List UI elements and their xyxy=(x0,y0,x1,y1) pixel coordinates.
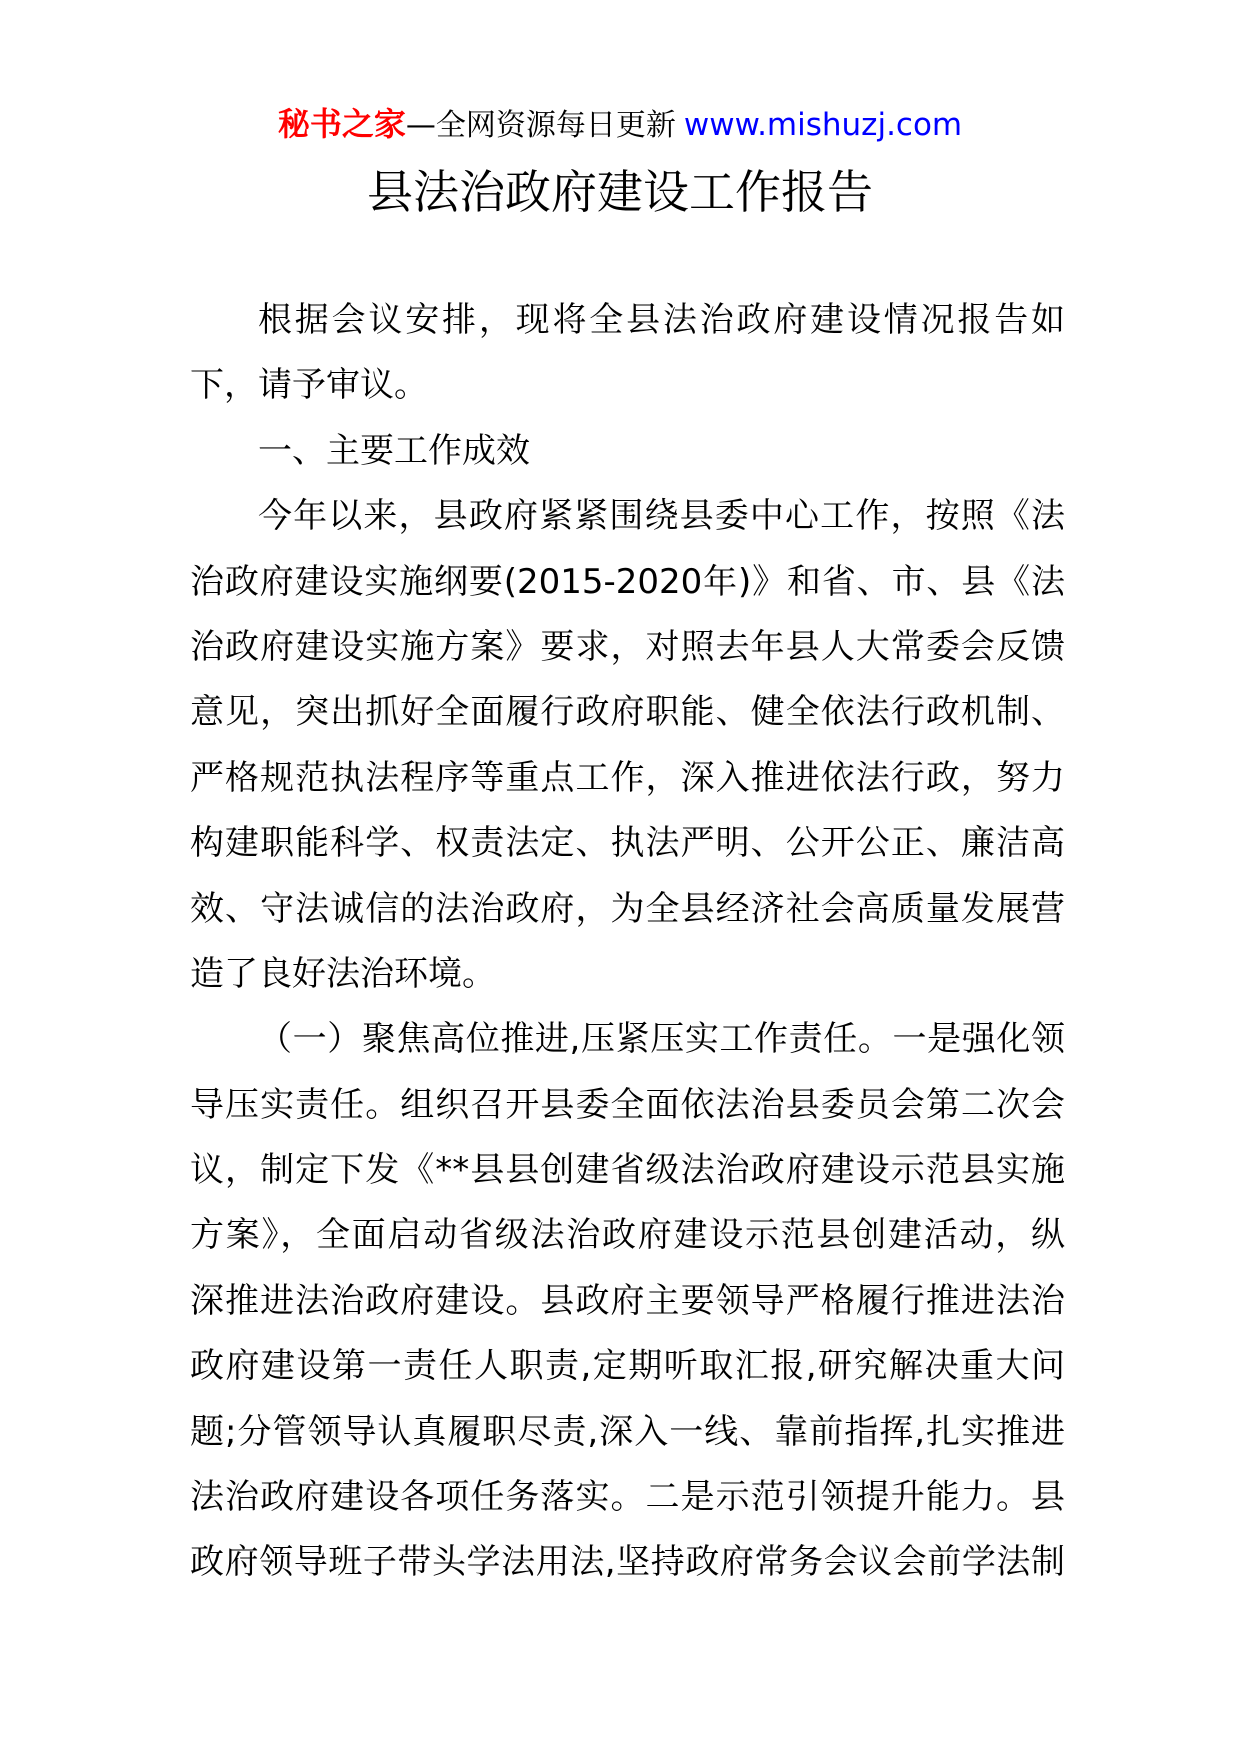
body-line: 政府建设第一责任人职责,定期听取汇报,研究解决重大问 xyxy=(190,1346,1065,1387)
body-line: 今年以来，县政府紧紧围绕县委中心工作，按照《法 xyxy=(258,496,1065,537)
body-line: 深推进法治政府建设。县政府主要领导严格履行推进法治 xyxy=(190,1280,1065,1321)
body-line: 意见，突出抓好全面履行政府职能、健全依法行政机制、 xyxy=(190,692,1065,733)
body-line: 题;分管领导认真履职尽责,深入一线、靠前指挥,扎实推进 xyxy=(190,1411,1065,1452)
body-line: 政府领导班子带头学法用法,坚持政府常务会议会前学法制 xyxy=(190,1542,1065,1583)
paragraph xyxy=(190,484,1065,1007)
paragraph xyxy=(190,1007,1065,1596)
body-line: 治政府建设实施方案》要求，对照去年县人大常委会反馈 xyxy=(190,626,1065,667)
body-line: 下，请予审议。 xyxy=(190,365,428,406)
document-title: 县法治政府建设工作报告 xyxy=(367,165,873,219)
site-url: www.mishuzj.com xyxy=(683,107,963,143)
body-line: 导压实责任。组织召开县委全面依法治县委员会第二次会 xyxy=(190,1084,1065,1125)
body-line: 方案》，全面启动省级法治政府建设示范县创建活动，纵 xyxy=(190,1215,1065,1256)
section-heading xyxy=(190,419,1065,484)
body-line: 一、主要工作成效 xyxy=(258,430,530,471)
document-body xyxy=(190,288,1065,1596)
body-line: 议，制定下发《**县县创建省级法治政府建设示范县实施 xyxy=(190,1150,1065,1191)
paragraph xyxy=(190,288,1065,419)
body-line: 构建职能科学、权责法定、执法严明、公开公正、廉洁高 xyxy=(190,823,1065,864)
site-brand: 秘书之家 xyxy=(277,105,406,143)
body-line: 效、守法诚信的法治政府，为全县经济社会高质量发展营 xyxy=(190,888,1065,929)
body-line: 造了良好法治环境。 xyxy=(190,953,496,994)
body-line: 法治政府建设各项任务落实。二是示范引领提升能力。县 xyxy=(190,1477,1065,1518)
body-line: （一）聚焦高位推进,压紧压实工作责任。一是强化领 xyxy=(258,1019,1065,1060)
body-line: 治政府建设实施纲要(2015-2020年)》和省、市、县《法 xyxy=(190,561,1065,602)
body-line: 根据会议安排，现将全县法治政府建设情况报告如 xyxy=(258,300,1065,340)
site-tagline: —全网资源每日更新 xyxy=(405,108,676,143)
site-header xyxy=(0,99,1240,149)
body-line: 严格规范执法程序等重点工作，深入推进依法行政，努力 xyxy=(190,757,1065,798)
